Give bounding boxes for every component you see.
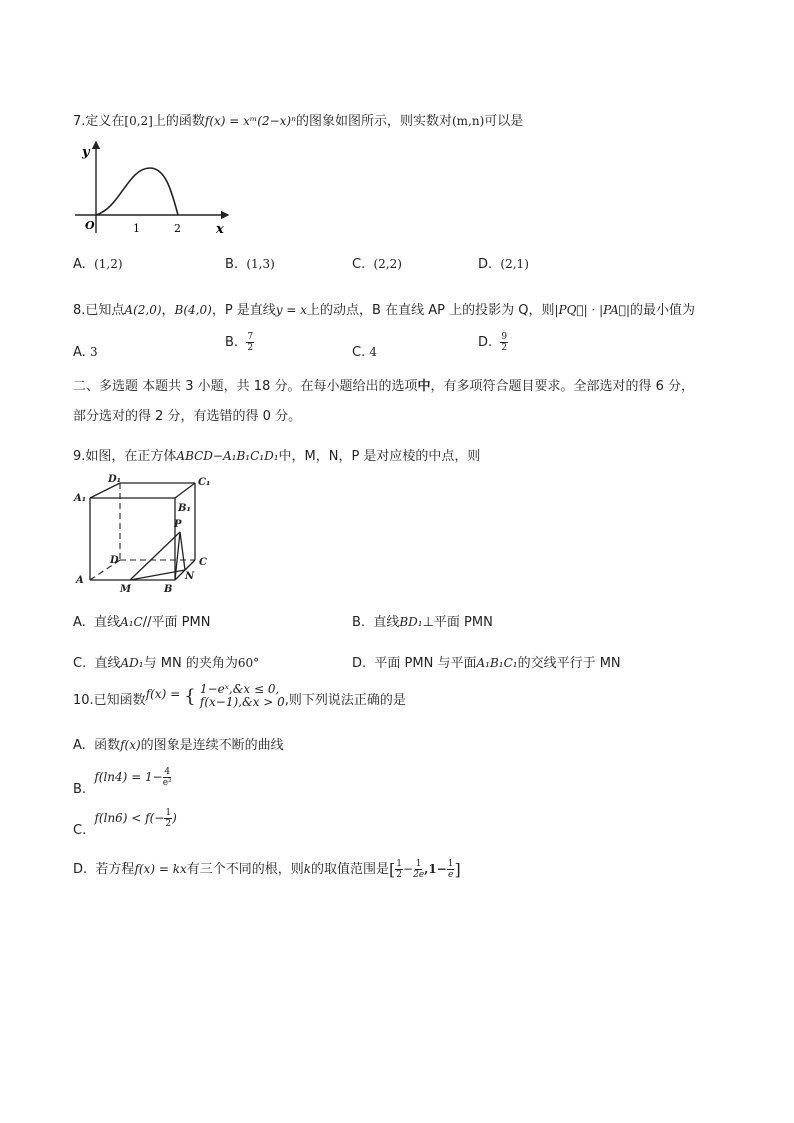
q7-stem: 7.定义在[0,2]上的函数f(x) = xᵐ(2−x)ⁿ的图象如图所示，则实数对(m,n)可以是 [73, 114, 524, 129]
q9-cube-figure [70, 470, 220, 595]
q8-option-c[interactable]: C. 4 [352, 345, 377, 360]
q8-option-b-fraction: $\frac{7}{2}$ [247, 332, 254, 353]
q9-option-d[interactable]: D. 平面 PMN 与平面A₁B₁C₁的交线平行于 MN [352, 656, 621, 671]
q9-stem: 9.如图，在正方体ABCD−A₁B₁C₁D₁中，M，N，P 是对应棱的中点，则 [73, 449, 481, 464]
q9-label-b: B [164, 584, 173, 595]
q10-option-d-frac-2: $\frac{1}{2e}$ [413, 859, 425, 880]
q10-brace: { [184, 686, 196, 707]
q9-option-c[interactable]: C. 直线AD₁与 MN 的夹角为60° [73, 656, 260, 671]
q10-option-c-fraction: $\frac{1}{2}$ [165, 808, 172, 829]
q7-graph [70, 138, 240, 238]
q7-curve [96, 168, 178, 215]
q7-option-a[interactable]: A. (1,2) [73, 257, 123, 272]
q10-option-c[interactable]: C. f(ln6) < f(− $\frac{1}{2}$ ) [73, 808, 177, 838]
q8-stem: 8.已知点A(2,0)，B(4,0)，P 是直线y = x上的动点，B 在直线 AP 上的投影为 Q，则|PQ⃗| · |PA⃗|的最小值为 [73, 303, 696, 318]
q10-option-d-frac-3: $\frac{1}{e}$ [447, 859, 454, 880]
q8-option-d[interactable]: D. $\frac{9}{2}$ [478, 332, 508, 353]
q9-label-m: M [120, 584, 132, 595]
q7-origin-label: O [85, 219, 95, 232]
q9-label-c: C [199, 557, 207, 568]
q10-stem: 10.已知函数f(x) = { 1−eˣ,&x ≤ 0, f(x−1),&x > 0 ,则下列说法正确的是 [73, 682, 406, 709]
section2-heading: 二、多选题 本题共 3 小题，共 18 分。在每小题给出的选项中，有多项符合题目要求。全部选对的得 6 分， [73, 379, 695, 394]
section2-scoring: 部分选对的得 2 分，有选错的得 0 分。 [73, 409, 302, 424]
q9-label-n: N [185, 571, 195, 582]
q7-option-b[interactable]: B. (1,3) [225, 257, 275, 272]
q10-option-b-fraction: $\frac{4}{\text{e²}}$ [162, 767, 172, 788]
q8-option-d-fraction: $\frac{9}{2}$ [501, 332, 508, 353]
q7-tick-1: 1 [133, 222, 140, 235]
q10-option-d-frac-1: $\frac{1}{2}$ [396, 859, 403, 880]
q8-option-a[interactable]: A. 3 [73, 345, 98, 360]
q10-option-a[interactable]: A. 函数f(x)的图象是连续不断的曲线 [73, 738, 284, 753]
q9-label-d1: D₁ [108, 474, 122, 485]
q10-option-d[interactable]: D. 若方程f(x) = kx有三个不同的根，则k的取值范围是[ $\frac{1}{2}$ − $\frac{1}{2e}$ ,1− $\frac{1}{e}$ ] [73, 859, 461, 880]
q9-option-a[interactable]: A. 直线A₁C//平面 PMN [73, 615, 211, 630]
q9-label-p: P [174, 519, 182, 530]
q9-label-b1: B₁ [178, 503, 191, 514]
q10-option-b[interactable]: B. f(ln4) = 1− $\frac{4}{\text{e²}}$ [73, 767, 172, 797]
q7-tick-2: 2 [174, 222, 181, 235]
q7-option-c[interactable]: C. (2,2) [352, 257, 402, 272]
q7-x-label: x [216, 222, 224, 237]
q8-option-b[interactable]: B. $\frac{7}{2}$ [225, 332, 254, 353]
q9-label-c1: C₁ [198, 477, 211, 488]
q9-label-d: D [110, 555, 119, 566]
q10-piecewise: 1−eˣ,&x ≤ 0, f(x−1),&x > 0 [199, 682, 285, 709]
q9-option-b[interactable]: B. 直线BD₁⊥平面 PMN [352, 615, 493, 630]
q7-option-d[interactable]: D. (2,1) [478, 257, 529, 272]
q7-y-label: y [82, 145, 90, 160]
q9-label-a1: A₁ [74, 493, 87, 504]
q9-label-a: A [76, 575, 84, 586]
